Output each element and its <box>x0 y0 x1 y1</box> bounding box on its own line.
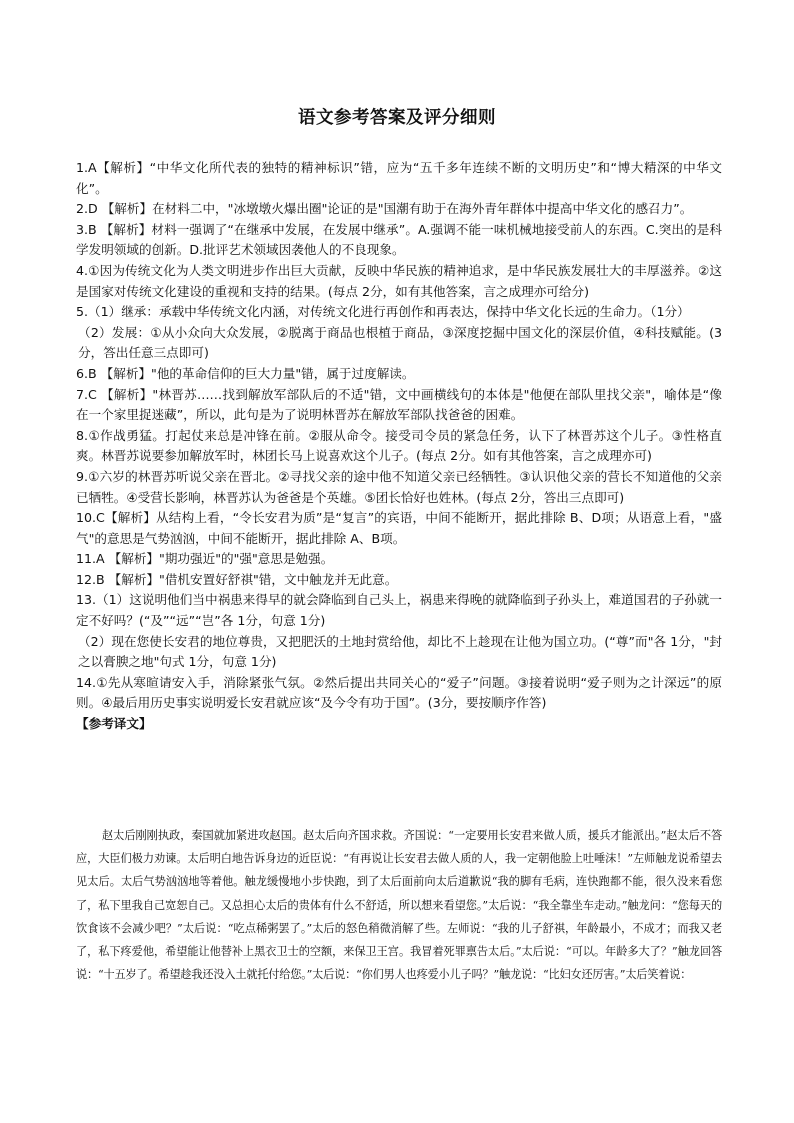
translation-text: 赵太后刚刚执政，秦国就加紧进攻赵国。赵太后向齐国求救。齐国说：“一定要用长安君来做人质，援兵才能派出。”赵太后不答应，大臣们极力劝谏。太后明白地告诉身边的近臣说：“有再说让长安君去做人质的人，我一定朝他脸上吐唾沫！”左师触龙说希望去见太后。太后气势汹汹地等着他。触龙缓慢地小步快跑，到了太后面前向太后道歉说“我的脚有毛病，连快跑都不能，很久没来看您了，私下里我自己宽恕自己。又总担心太后的贵体有什么不舒适，所以想来看望您。”太后说：“我全靠坐车走动。”触龙问：“您每天的饮食该不会减少吧？”太后说：“吃点稀粥罢了。”太后的怒色稍微消解了些。左师说：“我的儿子舒祺，年龄最小，不成才；而我又老了，私下疼爱他，希望能让他替补上黑衣卫士的空额，来保卫王宫。我冒着死罪禀告太后。”太后说：“可以。年龄多大了？”触龙回答说：“十五岁了。希望趁我还没入土就托付给您。”太后说：“你们男人也疼爱小儿子吗？”触龙说：“比妇女还厉害。”太后笑着说： <box>76 829 722 982</box>
translation-header: 【参考译文】 <box>76 716 152 732</box>
answer-item: 8.①作战勇猛。打起仗来总是冲锋在前。②服从命令。接受司令员的紧急任务，认下了林晋苏这个儿子。③性格直爽。林晋苏说要参加解放军时，林团长马上说喜欢这个儿子。(每点 2分。如有其他答案，言之成理亦可) <box>76 427 722 464</box>
answer-item: 4.①因为传统文化为人类文明进步作出巨大贡献，反映中华民族的精神追求，是中华民族发展壮大的丰厚滋养。②这是国家对传统文化建设的重视和支持的结果。(每点 2分，如有其他答案，言之成理亦可给分) <box>76 262 722 299</box>
answer-item: 1.A【解析】“中华文化所代表的独特的精神标识”错，应为“五千多年连续不断的文明历史”和“博大精深的中华文化”。 <box>76 160 722 196</box>
answer-item: 11.A 【解析】"期功强近"的"强"意思是勉强。 <box>76 551 334 567</box>
answer-item: 5.（1）继承：承载中华传统文化内涵，对传统文化进行再创作和再表达，保持中华文化长远的生命力。（1分） <box>76 304 690 320</box>
answer-list <box>76 158 722 735</box>
page-title: 语文参考答案及评分细则 <box>298 108 496 128</box>
answer-item: 3.B 【解析】材料一强调了“在继承中发展，在发展中继承”。A.强调不能一味机械地接受前人的东西。C.突出的是科学发明领域的创新。D.批评艺术领域因袭他人的不良现象。 <box>76 221 722 258</box>
answer-item: 6.B 【解析】"他的革命信仰的巨大力量"错，属于过度解读。 <box>76 365 415 381</box>
answer-item: 10.C【解析】从结构上看，“令长安君为质”是“复言”的宾语，中间不能断开，据此排除 B、D项；从语意上看，"盛气"的意思是气势汹汹，中间不能断开，据此排除 A、B项。 <box>76 510 722 546</box>
answer-item: 7.C 【解析】"林晋苏……找到解放军部队后的不适"错，文中画横线句的本体是"他便在部队里找父亲"，喻体是“像在一个家里捉迷藏”，所以，此句是为了说明林晋苏在解放军部队找爸爸的困难。 <box>76 386 722 423</box>
answer-item: （2）现在您使长安君的地位尊贵，又把肥沃的土地封赏给他，却比不上趁现在让他为国立功。(“尊”而"各 1分，"封之以膏腴之地"句式 1分，句意 1分) <box>78 633 722 670</box>
answer-item: 9.①六岁的林晋苏听说父亲在晋北。②寻找父亲的途中他不知道父亲已经牺牲。③认识他父亲的营长不知道他的父亲已牺牲。④受营长影响，林晋苏认为爸爸是个英雄。⑤团长恰好也姓林。(每点 2分，答出三点即可) <box>76 468 722 505</box>
answer-item: 2.D 【解析】在材料二中，"冰墩墩火爆出圈"论证的是"国潮有助于在海外青年群体中提高中华文化的感召力”。 <box>76 201 693 217</box>
answer-item: 14.①先从寒暄请安入手，消除紧张气氛。②然后提出共同关心的“爱子”问题。③接着说明“爱子则为之计深远”的原则。④最后用历史事实说明爱长安君就应该“及今令有功于国”。(3分，要按顺序作答) <box>76 674 722 711</box>
answer-item: 12.B 【解析】"借机安置好舒祺"错，文中触龙并无此意。 <box>76 571 398 587</box>
answer-item: （2）发展：①从小众向大众发展，②脱离于商品也根植于商品，③深度挖掘中国文化的深层价值，④科技赋能。(3分，答出任意三点即可) <box>78 324 722 361</box>
answer-item: 13.（1）这说明他们当中祸患来得早的就会降临到自己头上，祸患来得晚的就降临到子孙头上，难道国君的子孙就一定不好吗？(“及”“远”“岂”各 1分，句意 1分) <box>76 592 722 629</box>
